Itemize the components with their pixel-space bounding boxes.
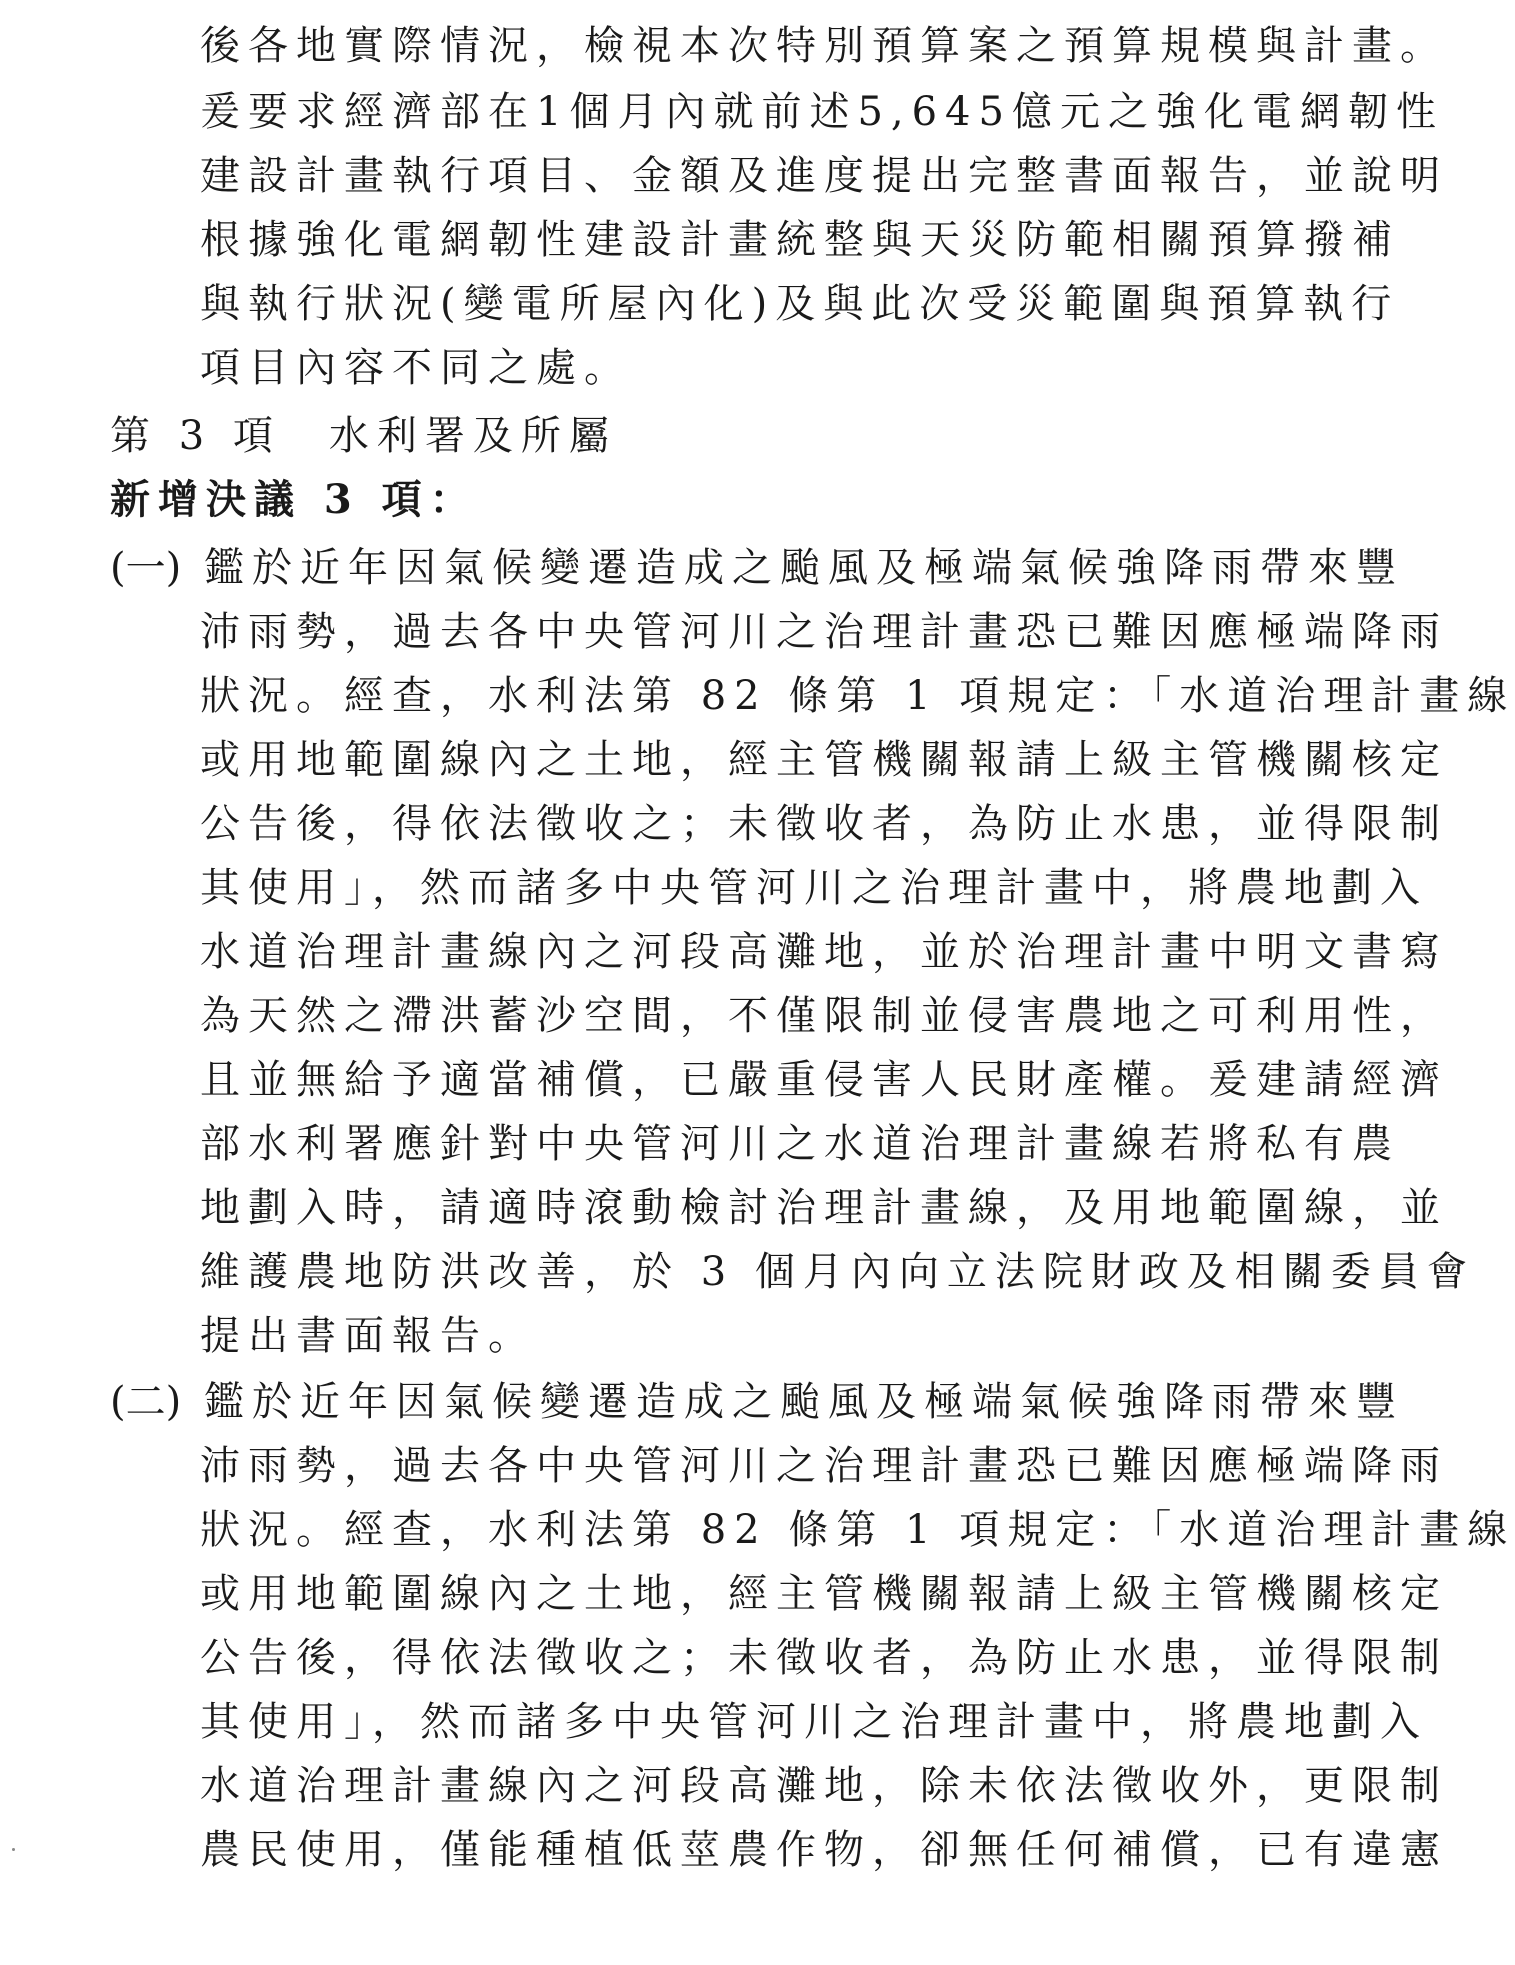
list-item-first-line [110, 1378, 1404, 1426]
item-line: 其使用」，然而諸多中央管河川之治理計畫中，將農地劃入 [200, 1699, 1428, 1745]
item-line: 或用地範圍線內之土地，經主管機關報請上級主管機關核定 [200, 1571, 1448, 1617]
item-line: 沛雨勢，過去各中央管河川之治理計畫恐已難因應極端降雨 [200, 1443, 1448, 1489]
item-line: 農民使用，僅能種植低莖農作物，卻無任何補償，已有違憲 [200, 1827, 1448, 1873]
item-line: 維護農地防洪改善，於 3 個月內向立法院財政及相關委員會 [200, 1249, 1475, 1295]
paragraph-line: 爰要求經濟部在1個月內就前述5,645億元之強化電網韌性 [200, 89, 1444, 135]
paragraph-line: 與執行狀況(變電所屋內化)及與此次受災範圍與預算執行 [200, 281, 1400, 327]
paragraph-line: 項目內容不同之處。 [200, 345, 632, 391]
item-line: 沛雨勢，過去各中央管河川之治理計畫恐已難因應極端降雨 [200, 609, 1448, 655]
resolution-title: 新增決議 3 項： [110, 476, 478, 523]
item-text: 鑑於近年因氣候變遷造成之颱風及極端氣候強降雨帶來豐 [204, 545, 1404, 591]
item-line: 狀況。經查，水利法第 82 條第 1 項規定：「水道治理計畫線 [200, 673, 1515, 719]
item-line: 公告後，得依法徵收之；未徵收者，為防止水患，並得限制 [200, 1635, 1448, 1681]
item-line: 部水利署應針對中央管河川之水道治理計畫線若將私有農 [200, 1121, 1400, 1167]
item-line: 水道治理計畫線內之河段高灘地，並於治理計畫中明文書寫 [200, 929, 1448, 975]
item-line: 為天然之滯洪蓄沙空間，不僅限制並侵害農地之可利用性， [200, 993, 1448, 1039]
item-line: 提出書面報告。 [200, 1313, 536, 1359]
scan-speck [12, 1848, 15, 1851]
item-line: 地劃入時，請適時滾動檢討治理計畫線，及用地範圍線，並 [200, 1185, 1448, 1231]
item-marker: (二) [110, 1379, 182, 1425]
item-line: 且並無給予適當補償，已嚴重侵害人民財產權。爰建請經濟 [200, 1057, 1448, 1103]
item-text: 鑑於近年因氣候變遷造成之颱風及極端氣候強降雨帶來豐 [204, 1379, 1404, 1425]
item-line: 狀況。經查，水利法第 82 條第 1 項規定：「水道治理計畫線 [200, 1507, 1515, 1553]
paragraph-line: 後各地實際情況，檢視本次特別預算案之預算規模與計畫。 [200, 23, 1448, 69]
item-line: 或用地範圍線內之土地，經主管機關報請上級主管機關核定 [200, 737, 1448, 783]
item-marker: (一) [110, 545, 182, 591]
list-item-first-line [110, 544, 1404, 592]
item-line: 公告後，得依法徵收之；未徵收者，為防止水患，並得限制 [200, 801, 1448, 847]
section-title: 第 3 項 水利署及所屬 [110, 413, 617, 459]
paragraph-line: 根據強化電網韌性建設計畫統整與天災防範相關預算撥補 [200, 217, 1400, 263]
item-line: 水道治理計畫線內之河段高灘地，除未依法徵收外，更限制 [200, 1763, 1448, 1809]
paragraph-line: 建設計畫執行項目、金額及進度提出完整書面報告，並說明 [200, 153, 1448, 199]
item-line: 其使用」，然而諸多中央管河川之治理計畫中，將農地劃入 [200, 865, 1428, 911]
